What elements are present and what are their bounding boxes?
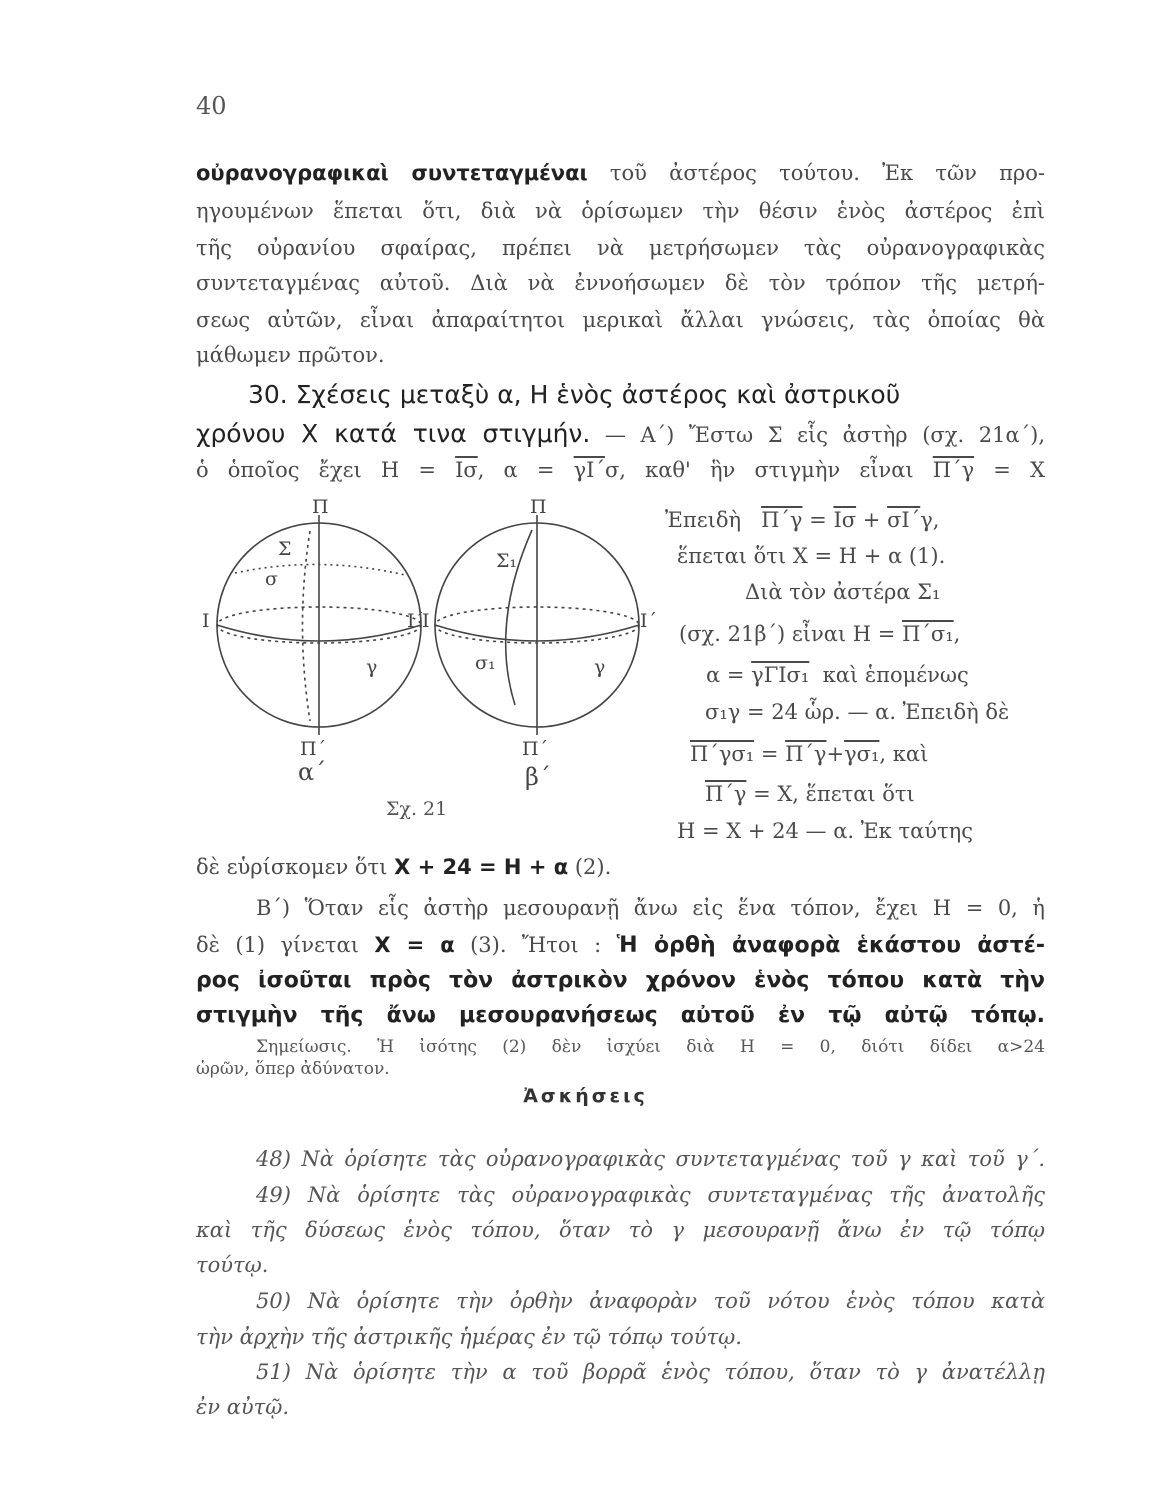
eq-part: Ἐπειδὴ [665, 508, 742, 532]
exercises-title: Ἀσκήσεις [523, 1085, 648, 1107]
note-line-1: Σημείωσις. Ἡ ἰσότης (2) δὲν ἰσχύει διὰ Η = 0, διότι δίδει α>24 [256, 1037, 1045, 1057]
left-pole-bottom: Π΄ [300, 738, 327, 760]
eq-part: , α = [477, 458, 555, 482]
intro-line-3: τῆς οὐρανίου σφαίρας, πρέπει νὰ μετρήσωμεν τὰς οὐρανογραφικὰς [196, 236, 1045, 260]
arc-gi: $\overline{\gamma I΄}$ [573, 458, 605, 482]
result-formula: Χ + 24 = Η + α [394, 855, 569, 879]
arc-is: $\overline{I\sigma}$ [833, 508, 857, 532]
intro-line-4: συντεταγμένας αὐτοῦ. Διὰ νὰ ἐννοήσωμεν δὲ τὸν τρόπον τῆς μετρή- [196, 271, 1045, 295]
exercise-number: 48) [256, 1147, 291, 1171]
right-pole-bottom: Π΄ [522, 738, 549, 760]
right-line-8 [705, 782, 915, 806]
eq-part: = [809, 508, 827, 532]
eq-part: γ, [920, 508, 940, 532]
right-line-7 [690, 742, 928, 766]
arc-pgs1: Π΄γσ₁ [690, 742, 755, 766]
right-sigma: σ₁ [475, 652, 496, 674]
section-heading-rest: — Α΄) Ἔστω Σ εἷς ἀστὴρ (σχ. 21α΄), [604, 423, 1045, 447]
right-line-9: Η = Χ + 24 — α. Ἐκ ταύτης [677, 819, 973, 843]
left-pole-top: Π [312, 496, 329, 518]
exercise-50-line-1 [256, 1291, 1045, 1312]
arc-pg: $\overline{\Pi΄\gamma}$ [785, 742, 827, 766]
intro-line-5: σεως αὐτῶν, εἶναι ἀπαραίτητοι μερικαὶ ἄλλαι γνώσεις, τὰς ὁποίας θὰ [196, 308, 1045, 332]
exercise-51-line-1 [256, 1362, 1045, 1383]
right-line-2: ἕπεται ὅτι Χ = Η + α (1). [677, 544, 946, 568]
section-heading-bold: χρόνου Χ κατά τινα στιγμήν. [196, 419, 591, 448]
eq-part: ὁ ὁποῖος ἔχει Η = [196, 458, 436, 482]
eq-part: = [760, 742, 779, 766]
eq-part: = Χ, ἕπεται ὅτι [753, 782, 915, 806]
figure-caption: Σχ. 21 [386, 798, 448, 820]
exercise-text: Νὰ ὁρίσητε τὰς οὐρανογραφικὰς συντεταγμένας τῆς ἀνατολῆς [307, 1183, 1045, 1207]
eq-part: δὲ (1) γίνεται [196, 933, 359, 957]
right-label: β΄ [525, 763, 551, 791]
intro-line-2: ηγουμένων ἕπεται ὅτι, διὰ νὰ ὁρίσωμεν τὴν θέσιν ἑνὸς ἀστέρος ἐπὶ [196, 199, 1045, 223]
right-line-6: σ₁γ = 24 ὧρ. — α. Ἐπειδὴ δὲ [705, 700, 1010, 724]
exercise-49-line-1 [256, 1185, 1045, 1206]
left-label: α΄ [298, 758, 327, 786]
left-parallel [235, 564, 405, 575]
figure-spheres [200, 495, 658, 800]
left-meridian [303, 531, 311, 721]
eq-part: = Χ [993, 458, 1045, 482]
arc-pg: $\overline{\Pi΄\gamma}$ [705, 782, 747, 806]
exercise-number: 51) [256, 1360, 291, 1384]
right-star: Σ₁ [496, 550, 518, 572]
left-star: Σ [278, 538, 292, 560]
exercise-48 [256, 1149, 1045, 1170]
section-line-3 [196, 460, 1045, 481]
eq-part: , καὶ [879, 742, 929, 766]
arc-gis1: γΓΙσ₁ [751, 663, 810, 687]
left-sigma: σ [265, 568, 278, 590]
eq-part: (2). [574, 855, 612, 879]
eq-part: καὶ ἑπομένως [822, 663, 969, 687]
right-pole-top: Π [530, 496, 547, 518]
eq-part: + [862, 508, 881, 532]
b-line-1: Β΄) Ὅταν εἷς ἀστὴρ μεσουρανῇ ἄνω εἰς ἕνα τόπον, ἔχει Η = 0, ἡ [256, 896, 1045, 920]
left-east: Ι [202, 610, 210, 632]
right-east: Ι [422, 610, 430, 632]
eq-part: α = [706, 663, 745, 687]
exercise-text: Νὰ ὁρίσητε τὴν ὀρθὴν ἀναφορὰν τοῦ νότου ἑνὸς τόπου κατὰ [307, 1289, 1045, 1313]
right-west: Ι΄ [640, 610, 658, 632]
eq-part: δὲ εὑρίσκομεν ὅτι [196, 855, 388, 879]
left-west: Ι΄ [407, 610, 425, 632]
section-heading [248, 382, 1045, 407]
page-number: 40 [196, 92, 227, 120]
section-heading-text: 30. Σχέσεις μεταξὺ α, Η ἑνὸς ἀστέρος καὶ ἀστρικοῦ [248, 380, 901, 409]
right-line-5 [706, 663, 969, 687]
eq-part: σ, καθ' ἣν στιγμὴν εἶναι [604, 458, 914, 482]
arc-pg: $\overline{\Pi΄\gamma}$ [761, 508, 803, 532]
result-line [196, 857, 1045, 878]
eq-part: , [953, 622, 961, 646]
formula-x-alpha: Χ = α [374, 933, 455, 957]
exercise-text: Νὰ ὁρίσητε τὰς οὐρανογραφικὰς συντεταγμένας τοῦ γ καὶ τοῦ γ΄. [301, 1147, 1045, 1171]
intro-line-1-rest: τοῦ ἀστέρος τούτου. Ἐκ τῶν προ- [609, 161, 1045, 185]
arc-gs1: γσ₁ [844, 742, 880, 766]
rule-text: Ἡ ὀρθὴ ἀναφορὰ ἑκάστου ἀστέ- [616, 933, 1046, 958]
left-gamma: γ [366, 656, 378, 678]
arc-is: $\overline{I\sigma}$ [455, 458, 478, 482]
note-line-2: ὡρῶν, ὅπερ ἀδύνατον. [196, 1059, 390, 1079]
eq-part: + [826, 742, 845, 766]
eq-part: (σχ. 21β΄) εἶναι Η = [679, 622, 896, 646]
intro-line-1 [196, 163, 1045, 184]
exercise-text: Νὰ ὁρίσητε τὴν α τοῦ βορρᾶ ἑνὸς τόπου, ὅταν τὸ γ ἀνατέλλῃ [305, 1360, 1045, 1384]
exercise-49-line-2: καὶ τῆς δύσεως ἑνὸς τόπου, ὅταν τὸ γ μεσουρανῇ ἄνω ἐν τῷ τόπῳ [196, 1218, 1045, 1242]
section-heading-line-2 [196, 421, 1045, 446]
right-line-3: Διὰ τὸν ἀστέρα Σ₁ [745, 580, 941, 604]
intro-bold-term: οὐρανογραφικαὶ συντεταγμέναι [196, 161, 588, 185]
arc-pg: $\overline{\Pi΄\gamma}$ [932, 458, 975, 482]
right-gamma: γ [594, 656, 606, 678]
arc-si: $\overline{\sigma I΄}$ [887, 508, 921, 532]
exercise-51-line-2: ἐν αὐτῷ. [196, 1395, 290, 1419]
b-line-2 [196, 935, 1045, 957]
intro-line-6: μάθωμεν πρῶτον. [196, 343, 385, 367]
right-line-4 [679, 622, 960, 646]
exercise-49-line-3: τούτῳ. [196, 1253, 269, 1277]
exercise-number: 49) [256, 1183, 291, 1207]
eq-part: (3). Ἤτοι : [470, 933, 602, 957]
arc-ps1: Π΄σ₁ [902, 622, 954, 646]
b-line-3: ρος ἰσοῦται πρὸς τὸν ἀστρικὸν χρόνον ἑνὸς τόπου κατὰ τὴν [196, 968, 1045, 993]
right-line-1 [665, 508, 939, 532]
b-line-4: στιγμὴν τῆς ἄνω μεσουρανήσεως αὐτοῦ ἐν τῷ αὐτῷ τόπῳ. [196, 1003, 1045, 1028]
exercise-50-line-2: τὴν ἀρχὴν τῆς ἀστρικῆς ἡμέρας ἐν τῷ τόπῳ τούτῳ. [196, 1325, 742, 1349]
exercise-number: 50) [256, 1289, 291, 1313]
